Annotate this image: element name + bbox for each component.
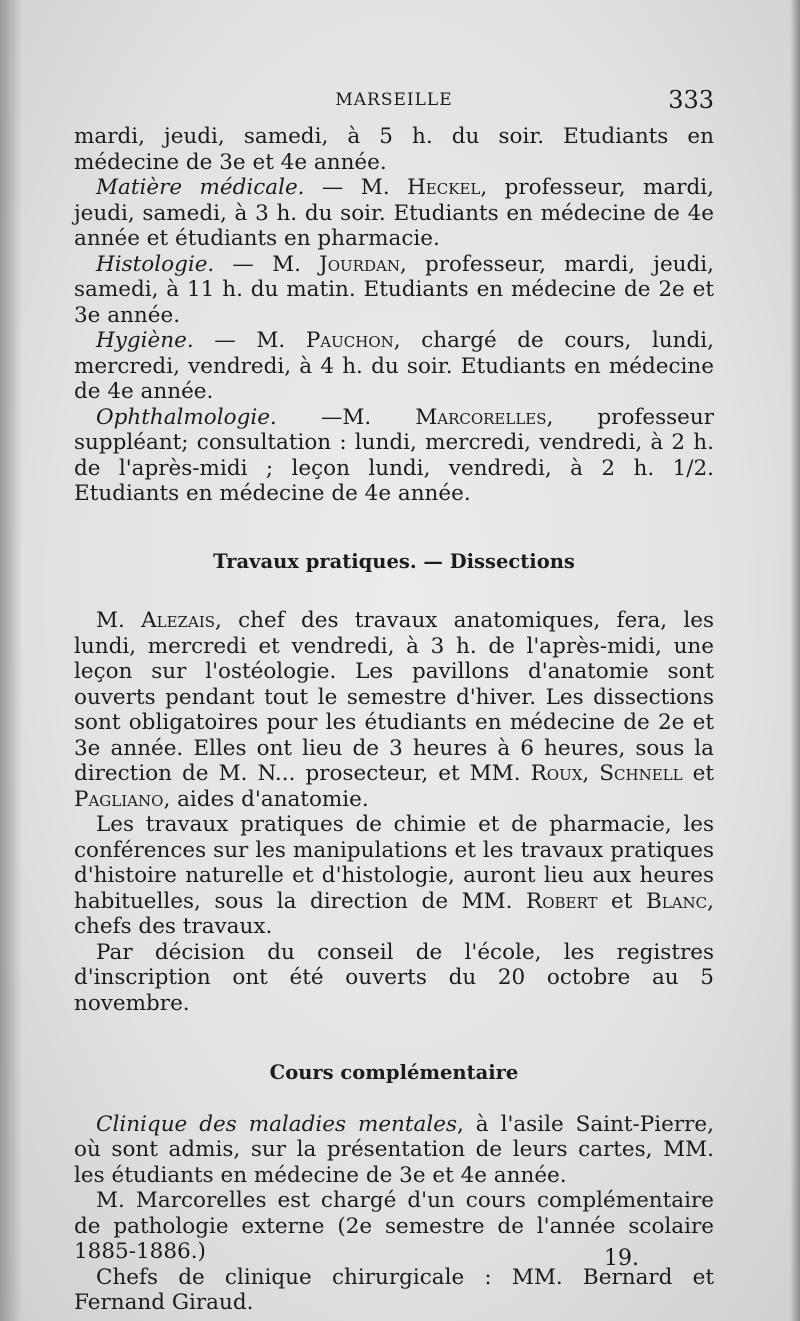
paragraph-clinique-mentales: Clinique des maladies mentales, à l'asile Saint-Pierre, où sont admis, sur la présentation de leurs cartes, MM. les étudiants en médecine de 3e et 4e année.	[74, 1111, 714, 1188]
paragraph-pathologie-externe: M. Marcorelles est chargé d'un cours complémentaire de pathologie externe (2e semestre de l'année scolaire 1885-1886.)	[74, 1188, 714, 1264]
professor-name: Heckel	[407, 175, 481, 200]
professor-name: Marcorelles	[415, 404, 547, 430]
professor-name: Jourdan	[319, 251, 400, 277]
person-name: Blanc	[645, 888, 708, 914]
running-head	[74, 86, 714, 116]
course-title: Histologie.	[96, 251, 215, 277]
course-title: Clinique des maladies mentales	[96, 1111, 457, 1137]
section-heading-cours: Cours complémentaire	[269, 1061, 519, 1084]
paragraph-inscriptions: Par décision du conseil de l'école, les registres d'inscription ont été ouverts du 20 octobre au 5 novembre.	[74, 939, 714, 1016]
paragraph-hygiene: Hygiène. — M. Pauchon, chargé de cours, lundi, mercredi, vendredi, à 4 h. du soir. Etudiants en médecine de 4e année.	[74, 328, 714, 404]
person-name: Schnell	[599, 761, 683, 786]
page-body	[74, 124, 714, 1316]
course-title: Ophthalmologie.	[96, 404, 277, 430]
paragraph-matiere-medicale: Matière médicale. — M. Heckel, professeur, mardi, jeudi, samedi, à 3 h. du soir. Etudiants en médecine de 4e année et étudiants en pharmacie.	[74, 175, 714, 251]
page-number: 333	[668, 86, 714, 114]
course-title: Hygiène.	[96, 328, 194, 353]
paragraph-intro: mardi, jeudi, samedi, à 5 h. du soir. Etudiants en médecine de 3e et 4e année.	[74, 124, 714, 175]
paragraph-ophthalmologie: Ophthalmologie. —M. Marcorelles, professeur suppléant; consultation : lundi, mercredi, vendredi, à 2 h. de l'après-midi ; leçon lundi, vendredi, à 2 h. 1/2. Etudiants en médecine de 4e année.	[74, 404, 714, 506]
person-name: Roux	[530, 761, 583, 786]
paragraph-chefs-clinique: Chefs de clinique chirurgicale : MM. Bernard et Fernand Giraud.	[74, 1264, 714, 1315]
paragraph-travaux-pratiques: Les travaux pratiques de chimie et de pharmacie, les conférences sur les manipulations et les travaux pratiques d'histoire naturelle et d'histologie, auront lieu aux heures habituelles, sous la direction de MM. Robert et Blanc, chefs des travaux.	[74, 812, 714, 939]
signature-mark: 19.	[604, 1246, 639, 1271]
running-title: MARSEILLE	[335, 90, 453, 110]
paragraph-histologie: Histologie. — M. Jourdan, professeur, mardi, jeudi, samedi, à 11 h. du matin. Etudiants en médecine de 2e et 3e année.	[74, 251, 714, 328]
section-heading-travaux: Travaux pratiques. — Dissections	[213, 549, 575, 573]
person-name: Alezais	[141, 608, 216, 633]
person-name: Robert	[526, 888, 598, 914]
course-title: Matière médicale.	[96, 175, 305, 200]
person-name: Pagliano	[74, 786, 164, 812]
professor-name: Pauchon	[305, 328, 394, 353]
paragraph-dissections: M. Alezais, chef des travaux anatomiques, fera, les lundi, mercredi et vendredi, à 3 h. de l'après-midi, une leçon sur l'ostéologie. Les pavillons d'anatomie sont ouverts pendant tout le semestre d'hiver. Les dissections sont obligatoires pour les étudiants en médecine de 2e et 3e année. Elles ont lieu de 3 heures à 6 heures, sous la direction de M. N... prosecteur, et MM. Roux, Schnell et Pagliano, aides d'anatomie.	[74, 608, 715, 812]
